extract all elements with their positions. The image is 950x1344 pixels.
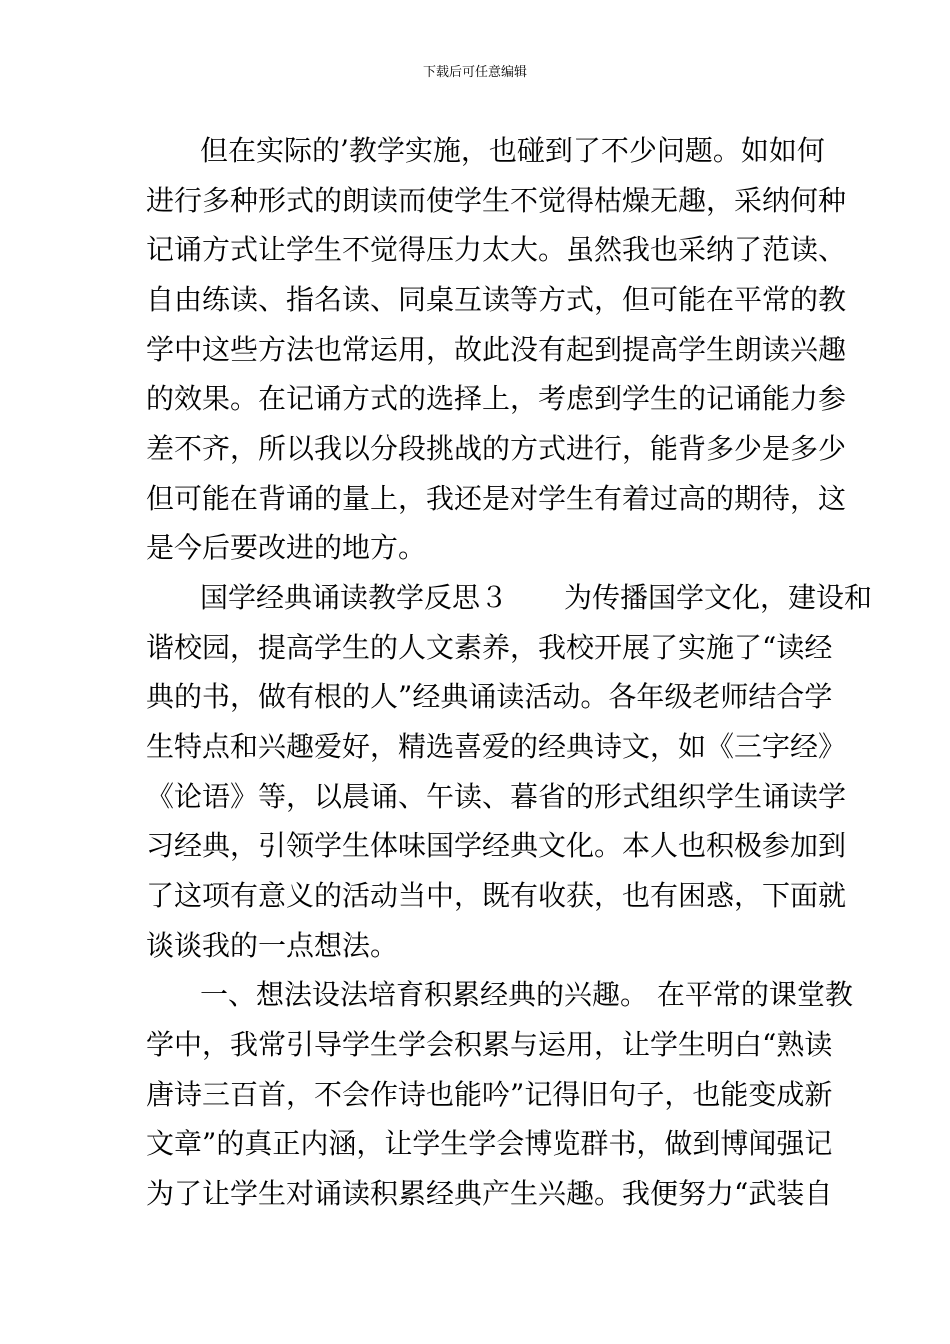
text-line: 的效果。在记诵方式的选择上，考虑到学生的记诵能力参 — [146, 382, 847, 415]
text-line: 自由练读、指名读、同桌互读等方式，但可能在平常的教 — [146, 283, 847, 316]
text-line: 进行多种形式的朗读而使学生不觉得枯燥无趣，采纳何种 — [146, 184, 847, 217]
text-line: 一、想法设法培育积累经典的兴趣。 在平常的课堂教 — [200, 978, 853, 1011]
text-line: 唐诗三百首，不会作诗也能吟”记得旧句子，也能变成新 — [146, 1078, 833, 1111]
text-line: 但可能在背诵的量上，我还是对学生有着过高的期待，这 — [146, 482, 847, 515]
text-line: 差不齐，所以我以分段挑战的方式进行，能背多少是多少 — [146, 432, 847, 465]
page-header: 下载后可任意编辑 — [422, 65, 527, 80]
text-line: 但在实际的’教学实施，也碰到了不少问题。如如何 — [200, 134, 825, 167]
text-line: 记诵方式让学生不觉得压力太大。虽然我也采纳了范读、 — [146, 233, 847, 266]
text-line: 学中，我常引导学生学会积累与运用，让学生明白“熟读 — [146, 1028, 833, 1061]
text-line: 谈谈我的一点想法。 — [146, 929, 399, 962]
text-line: 文章”的真正内涵，让学生学会博览群书，做到博闻强记 — [146, 1127, 833, 1160]
text-line: 国学经典诵读教学反思３ 为传播国学文化，建设和 — [200, 581, 873, 614]
text-line: 是今后要改进的地方。 — [146, 531, 427, 564]
text-line: 习经典，引领学生体味国学经典文化。本人也积极参加到 — [146, 829, 847, 862]
text-line: 生特点和兴趣爱好，精选喜爱的经典诗文，如《三字经》 — [146, 730, 847, 763]
text-line: 典的书，做有根的人”经典诵读活动。各年级老师结合学 — [146, 680, 833, 713]
text-line: 了这项有意义的活动当中，既有收获，也有困惑，下面就 — [146, 879, 847, 912]
text-line: 学中这些方法也常运用，故此没有起到提高学生朗读兴趣 — [146, 333, 847, 366]
text-line: 为了让学生对诵读积累经典产生兴趣。我便努力“武装自 — [146, 1177, 833, 1210]
text-line: 谐校园，提高学生的人文素养，我校开展了实施了“读经 — [146, 631, 833, 664]
text-line: 《论语》等，以晨诵、午读、暮省的形式组织学生诵读学 — [146, 780, 847, 813]
